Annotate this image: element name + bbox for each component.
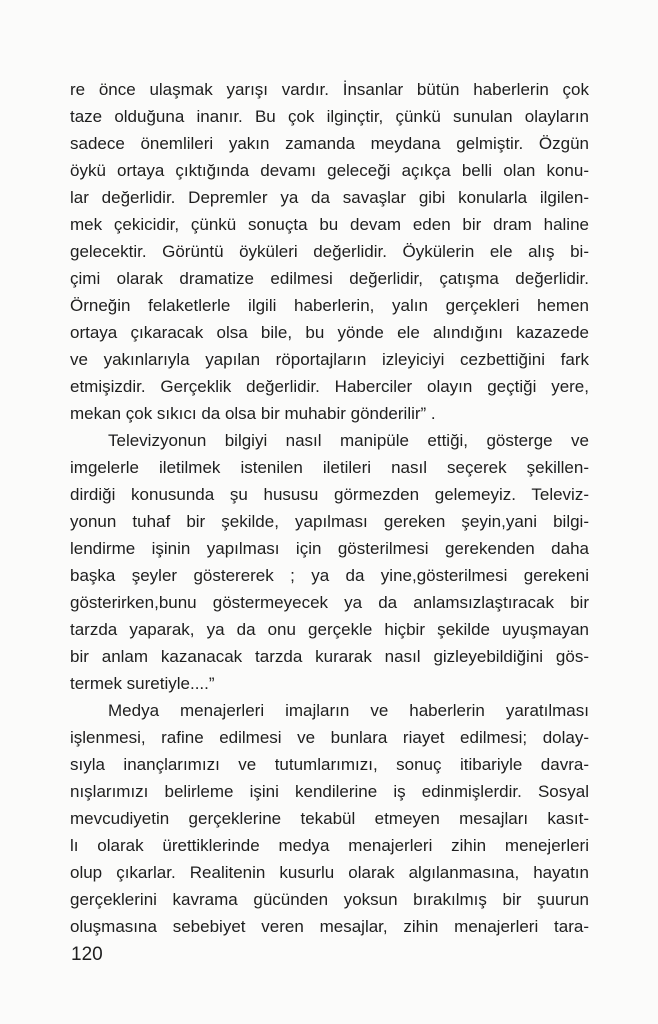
text-line: mevcudiyetin gerçeklerine tekabül etmeyen mesajları kasıt- xyxy=(70,809,589,828)
text-line: etmişizdir. Gerçeklik değerlidir. Haberciler olayın geçtiği yere, xyxy=(70,377,589,396)
text-line: lı olarak ürettiklerinde medya menajerleri zihin menejerleri xyxy=(70,836,589,855)
text-line: lar değerlidir. Depremler ya da savaşlar gibi konularla ilgilen- xyxy=(70,188,589,207)
text-line: olup çıkarlar. Realitenin kusurlu olarak algılanmasına, hayatın xyxy=(70,863,589,882)
text-line: çimi olarak dramatize edilmesi değerlidir, çatışma değerlidir. xyxy=(70,269,589,288)
text-line: bir anlam kazanacak tarzda kurarak nasıl gizleyebildiğini gös- xyxy=(70,647,589,666)
text-line: imgelerle iletilmek istenilen iletileri nasıl seçerek şekillen- xyxy=(70,458,589,477)
text-line: dirdiği konusunda şu hususu görmezden gelemeyiz. Televiz- xyxy=(70,485,589,504)
text-line: lendirme işinin yapılması için gösterilmesi gerekenden daha xyxy=(70,539,589,558)
text-line: sadece önemlileri yakın zamanda meydana gelmiştir. Özgün xyxy=(70,134,589,153)
text-line: Medya menajerleri imajların ve haberlerin yaratılması xyxy=(108,701,589,720)
paragraph xyxy=(70,427,589,697)
text-line: nışlarımızı belirleme işini kendilerine iş edinmişlerdir. Sosyal xyxy=(70,782,589,801)
text-line: ortaya çıkaracak olsa bile, bu yönde ele alındığını kazazede xyxy=(70,323,589,342)
text-line: gelecektir. Görüntü öyküleri değerlidir. Öykülerin ele alış bi- xyxy=(70,242,589,261)
text-line: re önce ulaşmak yarışı vardır. İnsanlar bütün haberlerin çok xyxy=(70,80,589,99)
text-line: oluşmasına sebebiyet veren mesajlar, zihin menajerleri tara- xyxy=(70,917,589,936)
page-number: 120 xyxy=(71,944,103,965)
paragraph xyxy=(70,76,589,427)
text-line: işlenmesi, rafine edilmesi ve bunlara riayet edilmesi; dolay- xyxy=(70,728,589,747)
text-line: termek suretiyle....” xyxy=(70,674,215,693)
text-line: sıyla inançlarımızı ve tutumlarımızı, sonuç itibariyle davra- xyxy=(70,755,589,774)
text-line: gösterirken,bunu göstermeyecek ya da anlamsızlaştıracak bir xyxy=(70,593,589,612)
text-line: mek çekicidir, çünkü sonuçta bu devam eden bir dram haline xyxy=(70,215,589,234)
text-line: Televizyonun bilgiyi nasıl manipüle ettiği, gösterge ve xyxy=(108,431,589,450)
text-line: tarzda yaparak, ya da onu gerçekle hiçbir şekilde uyuşmayan xyxy=(70,620,589,639)
text-line: taze olduğuna inanır. Bu çok ilginçtir, çünkü sunulan olayların xyxy=(70,107,589,126)
text-block xyxy=(70,76,589,940)
text-line: ve yakınlarıyla yapılan röportajların izleyiciyi cezbettiğini fark xyxy=(70,350,589,369)
text-line: gerçeklerini kavrama gücünden yoksun bırakılmış bir şuurun xyxy=(70,890,589,909)
text-line: başka şeyler göstererek ; ya da yine,gösterilmesi gerekeni xyxy=(70,566,589,585)
text-line: Örneğin felaketlerle ilgili haberlerin, yalın gerçekleri hemen xyxy=(70,296,589,315)
text-line: öykü ortaya çıktığında devamı geleceği açıkça belli olan konu- xyxy=(70,161,589,180)
paragraph xyxy=(70,697,589,940)
text-line: yonun tuhaf bir şekilde, yapılması gereken şeyin,yani bilgi- xyxy=(70,512,589,531)
text-line: mekan çok sıkıcı da olsa bir muhabir gönderilir” . xyxy=(70,404,436,423)
